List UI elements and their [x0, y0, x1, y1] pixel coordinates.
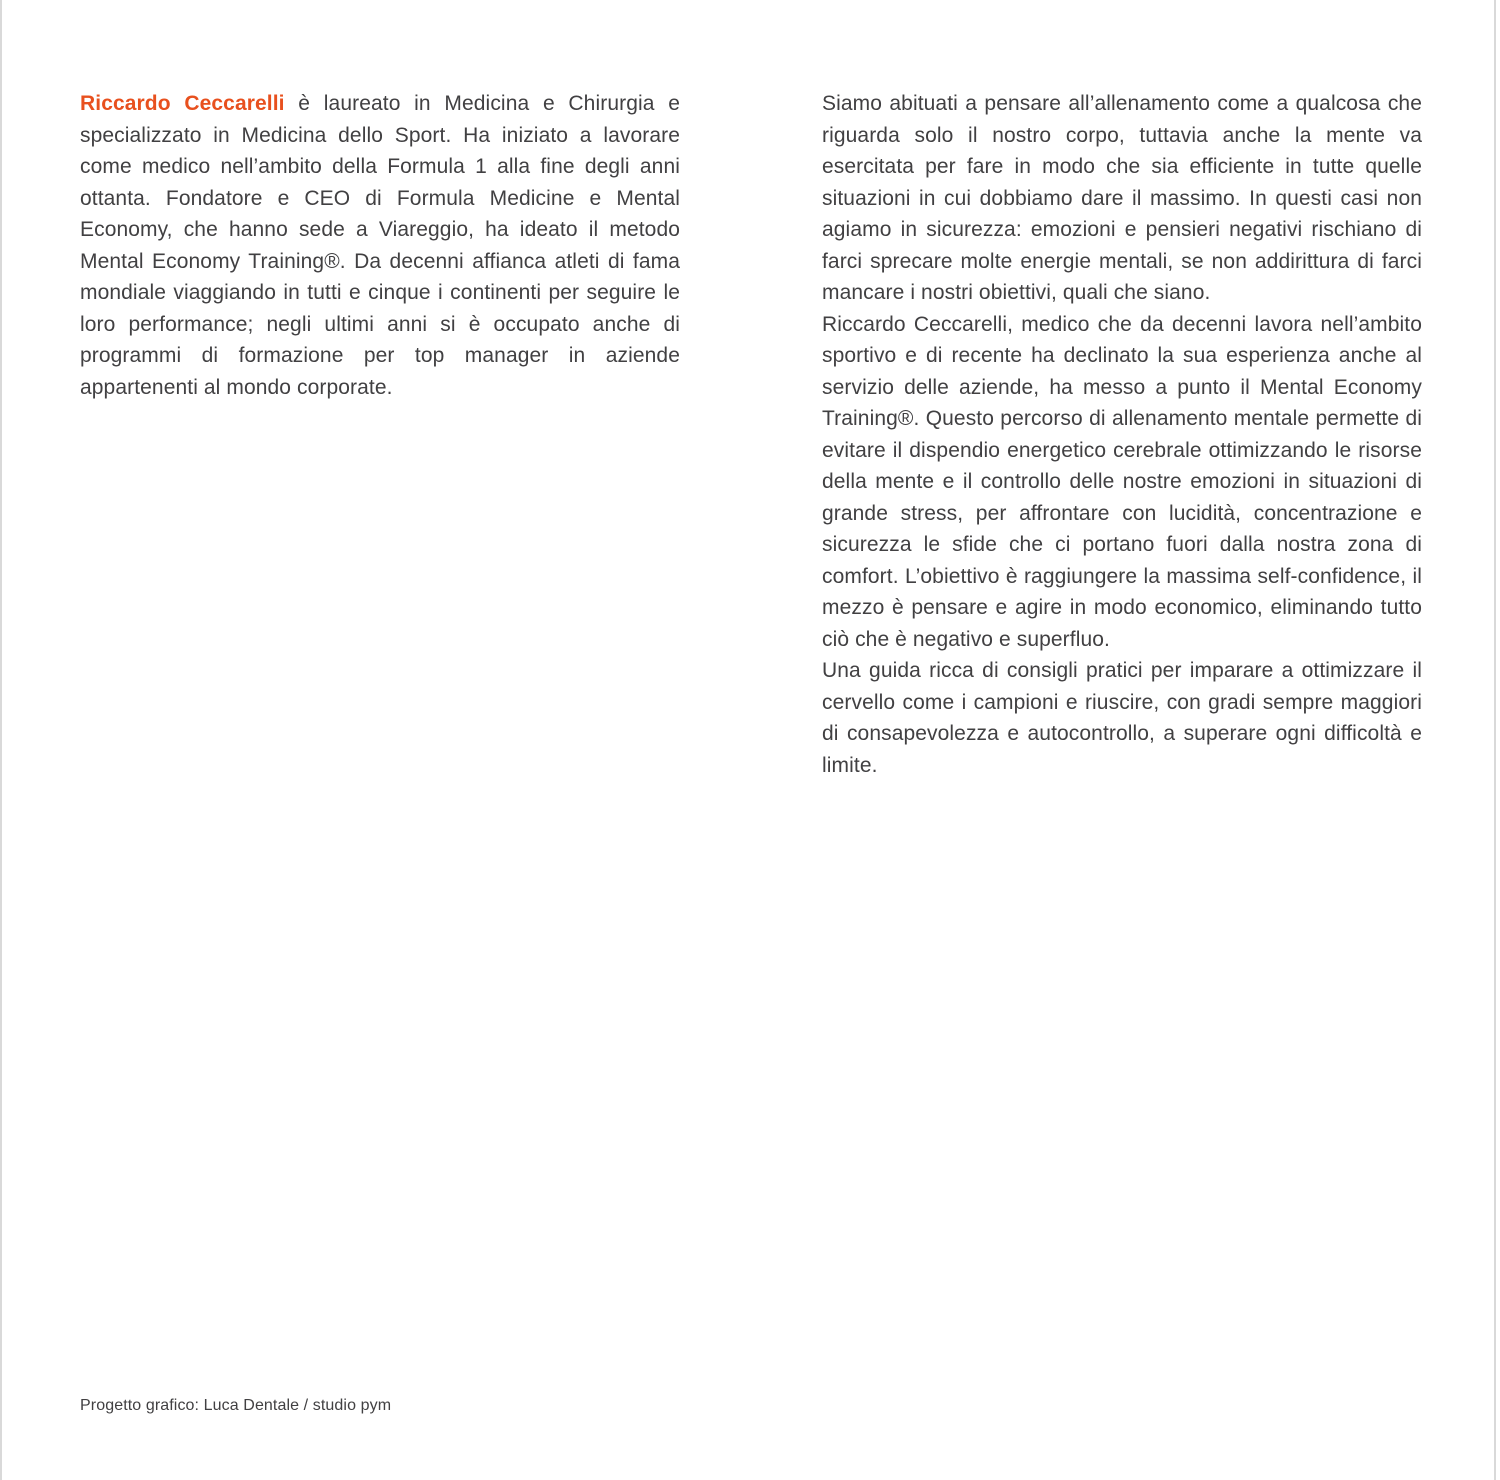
design-credit: Progetto grafico: Luca Dentale / studio pym — [80, 1397, 392, 1414]
author-bio-text: è laureato in Medicina e Chirurgia e specializzato in Medicina dello Sport. Ha iniziato a lavorare come medico nell’ambito della Formula 1 alla fine degli anni ottanta. Fondatore e CEO di Formula Medicine e Mental Economy, che hanno sede a Viareggio, ha ideato il metodo Mental Economy Training®. Da decenni affianca atleti di fama mondiale viaggiando in tutti e cinque i continenti per seguire le loro performance; negli ultimi anni si è occupato anche di programmi di formazione per top manager in aziende appartenenti al mondo corporate. — [80, 92, 680, 399]
synopsis-paragraph-2: Riccardo Ceccarelli, medico che da decenni lavora nell’ambito sportivo e di recente ha declinato la sua esperienza anche al servizio delle aziende, ha messo a punto il Mental Economy Training®. Questo percorso di allenamento mentale permette di evitare il dispendio energetico cerebrale ottimizzando le risorse della mente e il controllo delle nostre emozioni in situazioni di grande stress, per affrontare con lucidità, concentrazione e sicurezza le sfide che ci portano fuori dalla nostra zona di comfort. L’obiettivo è raggiungere la massima self-confidence, il mezzo è pensare e agire in modo economico, eliminando tutto ciò che è negativo e superfluo. — [822, 312, 1422, 651]
page-fold-line-right — [1494, 0, 1496, 1480]
author-name: Riccardo Ceccarelli — [80, 92, 285, 115]
synopsis-paragraph-1: Siamo abituati a pensare all’allenamento come a qualcosa che riguarda solo il nostro corpo, tuttavia anche la mente va esercitata per fare in modo che sia efficiente in tutte quelle situazioni in cui dobbiamo dare il massimo. In questi casi non agiamo in sicurezza: emozioni e pensieri negativi rischiano di farci sprecare molte energie mentali, se non addirittura di farci mancare i nostri obiettivi, quali che siano. — [822, 92, 1422, 304]
synopsis-paragraph-3: Una guida ricca di consigli pratici per imparare a ottimizzare il cervello come i campioni e riuscire, con gradi sempre maggiori di consapevolezza e autocontrollo, a superare ogni difficoltà e limite. — [822, 659, 1422, 777]
synopsis-column — [822, 88, 1422, 781]
author-bio-paragraph — [80, 88, 680, 403]
author-bio-column — [80, 88, 680, 403]
page-fold-line-left — [0, 0, 2, 1480]
